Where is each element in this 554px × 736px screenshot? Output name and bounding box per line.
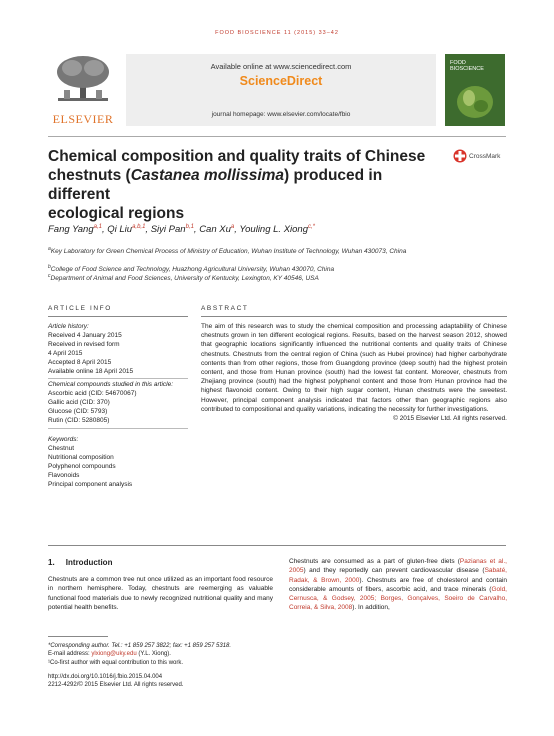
history-item: 4 April 2015 bbox=[48, 350, 83, 357]
compound-item: Glucose (CID: 5793) bbox=[48, 408, 108, 415]
affiliation: $^a$Key Laboratory for Green Chemical Process of Ministry of Education, Wuhan Institute of Technology, Wuhan 430073, China bbox=[48, 246, 407, 256]
sciencedirect-logo: ScienceDirect bbox=[239, 74, 323, 88]
compound-item: Rutin (CID: 5280805) bbox=[48, 417, 110, 424]
journal-homepage: journal homepage: www.elsevier.com/locate/fbio bbox=[211, 111, 351, 118]
available-online: Available online at www.sciencedirect.com bbox=[210, 62, 352, 71]
keyword-item: Nutritional composition bbox=[48, 454, 114, 461]
email-link[interactable]: ylxiong@uky.edu bbox=[91, 651, 137, 658]
compound-item: Gallic acid (CID: 370) bbox=[48, 399, 110, 406]
intro-heading: 1. Introduction bbox=[48, 558, 113, 567]
history-item: Received 4 January 2015 bbox=[48, 332, 122, 339]
keywords-label: Keywords: bbox=[48, 436, 79, 443]
article-info-rule bbox=[48, 316, 188, 317]
keyword-item: Polyphenol compounds bbox=[48, 463, 116, 470]
journal-running-head: FOOD BIOSCIENCE 11 (2015) 33–42 bbox=[215, 30, 339, 36]
citation-link[interactable]: Pazianas et al., 2005 bbox=[289, 558, 507, 575]
history-item: Received in revised form bbox=[48, 341, 120, 348]
history-item: Accepted 8 April 2015 bbox=[48, 359, 112, 366]
abstract-rule bbox=[201, 316, 507, 317]
author[interactable]: Youling L. Xiong$^{c,*}$ bbox=[239, 224, 316, 236]
divider bbox=[48, 428, 188, 429]
author-list: Fang Yang$^{a,1}$, Qi Liu$^{a,b,1}$, Siyi Pan$^{b,1}$, Can Xu$^a$, Youling L. Xiong$^{c,*}$ bbox=[48, 224, 316, 236]
sciencedirect-banner bbox=[126, 54, 436, 126]
compound-item: Ascorbic acid (CID: 54670067) bbox=[48, 390, 137, 397]
author[interactable]: Siyi Pan$^{b,1}$ bbox=[150, 224, 194, 236]
divider bbox=[48, 378, 188, 379]
keyword-item: Principal component analysis bbox=[48, 481, 133, 488]
abstract-label: ABSTRACT bbox=[201, 305, 249, 312]
affiliation: $^b$College of Food Science and Technology, Huazhong Agricultural University, Wuhan 430070, China bbox=[48, 264, 335, 274]
keyword-item: Chestnut bbox=[48, 445, 75, 452]
crossmark-icon bbox=[453, 148, 467, 164]
issn-line: 2212-4292/© 2015 Elsevier Ltd. All rights reserved. bbox=[48, 682, 184, 689]
doi-link[interactable]: http://dx.doi.org/10.1016/j.fbio.2015.04.004 bbox=[48, 673, 163, 680]
abstract-body bbox=[201, 322, 507, 423]
cover-image-icon bbox=[453, 80, 497, 120]
email-line: E-mail address: ylxiong@uky.edu (Y.L. Xiong). bbox=[48, 651, 171, 658]
compounds-label: Chemical compounds studied in this article: bbox=[48, 381, 174, 388]
article-title: Chemical composition and quality traits of Chinese chestnuts (Castanea mollissima) produced in different ecological regions bbox=[48, 148, 426, 222]
footnotes bbox=[48, 642, 278, 689]
intro-right-column: Chestnuts are consumed as a part of gluten-free diets (Pazianas et al., 2005) and they reportedly can prevent cardiovascular disease (Sabaté, Radak, & Brown, 2000). Chestnuts are free of cholesterol and contain considerable amounts of fibers, ascorbic acid, and trace minerals (Gold, Cernusca, & Godsey, 2005; Borges, Gonçalves, Soeiro de Carvalho, Correia, & Silva, 2008). In addition, bbox=[289, 558, 507, 612]
abstract-copyright: © 2015 Elsevier Ltd. All rights reserved. bbox=[393, 415, 507, 423]
history-label: Article history: bbox=[48, 323, 89, 330]
affiliation: $^c$Department of Animal and Food Sciences, University of Kentucky, Lexington, KY 40546, USA bbox=[48, 273, 319, 283]
author[interactable]: Fang Yang$^{a,1}$ bbox=[48, 224, 102, 236]
journal-cover bbox=[445, 54, 505, 126]
footnote-rule bbox=[48, 636, 108, 637]
elsevier-logo bbox=[48, 52, 118, 128]
citation-link[interactable]: Sabaté, Radak, & Brown, 2000 bbox=[289, 567, 507, 584]
crossmark-button[interactable] bbox=[453, 148, 519, 168]
keyword-item: Flavonoids bbox=[48, 472, 80, 479]
abstract-text: The aim of this research was to study the chemical composition and processing adaptability of Chinese chestnuts grown in ten different ecological regions. Results, based on the harvest season 2012, showed that geographic locations significantly influenced the nutritional contents and quality traits of Chinese chestnuts. Chestnuts from the central region of China (such as Hubei province) had higher carbohydrate contents than from other regions, those from Guangdong province (deep south) had the highest protein content, and those from Hunan province (south) had the lowest fat content. Moreover, chestnuts from Zhejiang province (south) had the highest polyphenol content and those from Hunan province had the highest flavonoid content. Owing to their high sugar content, Hunan chestnuts were the sweetest. However, principal component analysis indicated that factors other than geographic regions also contributed to compositional and quality variations, indicating the necessity for further investigations. bbox=[201, 323, 507, 413]
citation-link[interactable]: Gold, Cernusca, & Godsey, 2005; Borges, Gonçalves, Soeiro de Carvalho, Correia, & Silva, 2008 bbox=[289, 585, 507, 612]
cover-title: FOOD BIOSCIENCE bbox=[450, 60, 484, 72]
history-item: Available online 18 April 2015 bbox=[48, 368, 134, 375]
journal-header bbox=[48, 52, 506, 132]
section-rule bbox=[48, 545, 506, 546]
elsevier-tree-icon bbox=[54, 54, 112, 104]
header-rule bbox=[48, 136, 506, 137]
author[interactable]: Qi Liu$^{a,b,1}$ bbox=[107, 224, 146, 236]
cofirst-note: ¹Co-first author with equal contribution to this work. bbox=[48, 659, 184, 666]
crossmark-label: CrossMark bbox=[469, 153, 501, 160]
article-info bbox=[48, 322, 188, 489]
author[interactable]: Can Xu$^a$ bbox=[199, 224, 235, 236]
article-info-label: ARTICLE INFO bbox=[48, 305, 112, 312]
publisher-name: ELSEVIER bbox=[52, 112, 114, 126]
intro-left-column: Chestnuts are a common tree nut once utilized as an important food resource in northern hemisphere. Today, chestnuts are reemerging as valuable functional food materials due to newly recognized nutritional quality and many potential health benefits. bbox=[48, 576, 273, 611]
corresponding-author: *Corresponding author. Tel.: +1 859 257 3822; fax: +1 859 257 5318. bbox=[48, 643, 232, 649]
